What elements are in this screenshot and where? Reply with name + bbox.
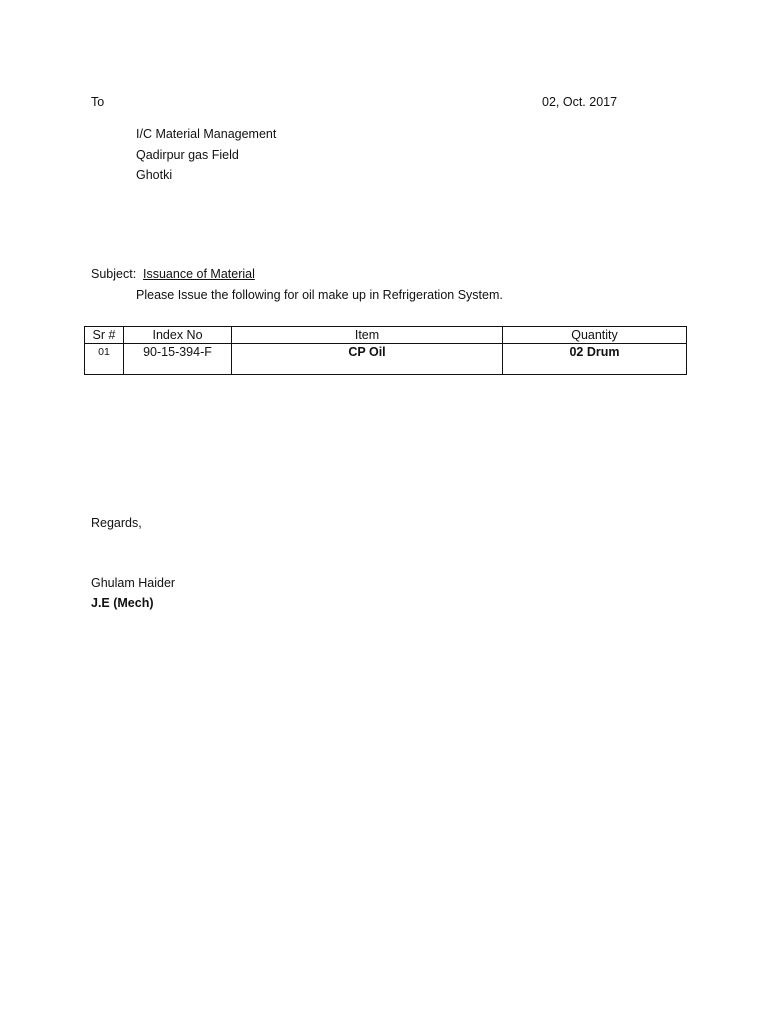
cell-sr: 01 <box>85 344 124 375</box>
letter-date: 02, Oct. 2017 <box>542 95 618 109</box>
recipient-line-2: Qadirpur gas Field <box>136 148 239 162</box>
column-header-item: Item <box>232 327 503 344</box>
closing: Regards, <box>91 516 142 530</box>
cell-quantity: 02 Drum <box>503 344 687 375</box>
cell-index-no: 90-15-394-F <box>124 344 232 375</box>
recipient-line-1: I/C Material Management <box>136 127 277 141</box>
subject-label: Subject: <box>91 267 137 281</box>
material-table <box>84 326 687 375</box>
signature-title: J.E (Mech) <box>91 596 154 610</box>
signature-name: Ghulam Haider <box>91 576 176 590</box>
to-label: To <box>91 95 105 109</box>
table-row <box>85 344 687 375</box>
recipient-line-3: Ghotki <box>136 168 173 182</box>
column-header-sr: Sr # <box>85 327 124 344</box>
table-header-row <box>85 327 687 344</box>
column-header-quantity: Quantity <box>503 327 687 344</box>
body-text: Please Issue the following for oil make up in Refrigeration System. <box>136 288 503 302</box>
column-header-index-no: Index No <box>124 327 232 344</box>
subject-text: Issuance of Material <box>143 267 255 281</box>
cell-item: CP Oil <box>232 344 503 375</box>
